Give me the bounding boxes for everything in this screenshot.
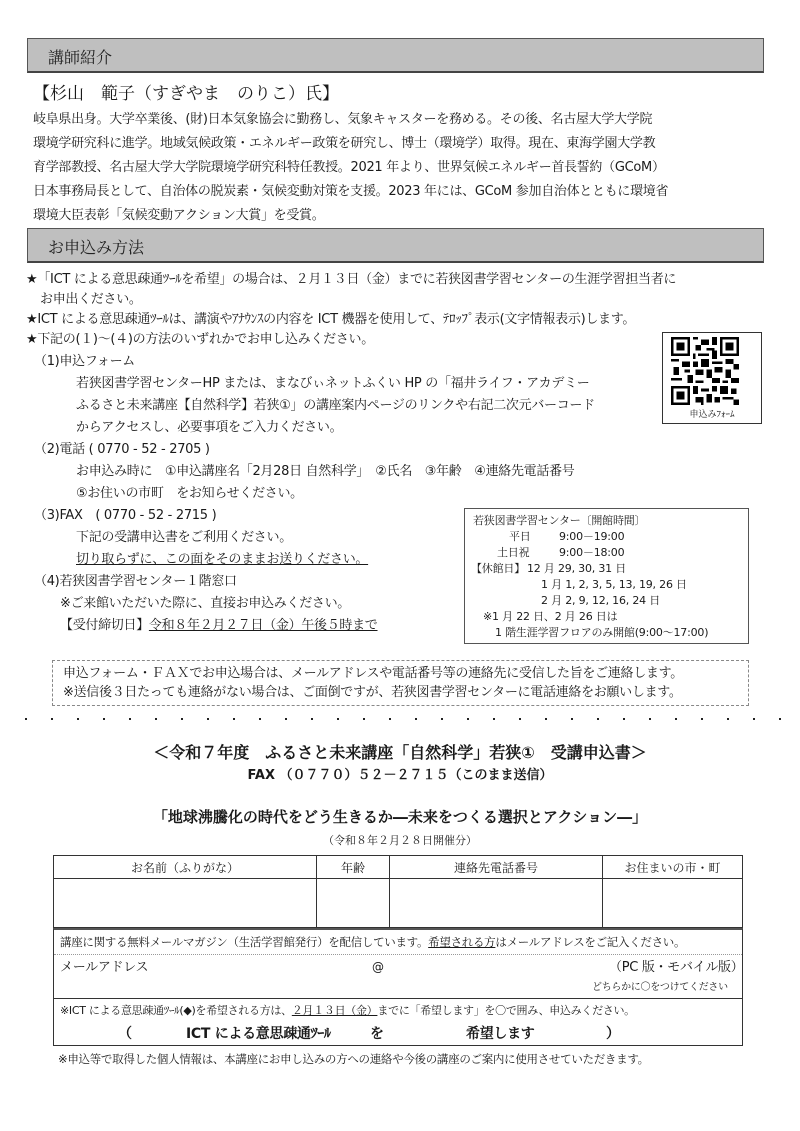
magazine-note-text: 講座に関する無料メールマガジン（生活学習館発行）を配信しています。 [60,935,429,949]
method-window-heading: （4)若狭図書学習センター１階窓口 [34,574,237,589]
email-at-sign: @ [372,960,384,974]
device-choice-hint: どちらかに〇をつけてください [592,982,728,993]
magazine-note [60,933,685,952]
form-fax-line: FAX （０７７０）５２－２７１５（このまま送信） [247,768,553,783]
bio-line: 日本事務局長として、自治体の脱炭素・気候変動対策を支援。2023 年には、GCoM 参加自治体とともに環境省 [33,184,669,199]
email-local-part-input[interactable] [164,958,364,978]
method-phone-line: ⑤お住いの市町 をお知らせください。 [76,486,303,501]
ict-note-text: までに「希望します」を〇で囲み、申込みください。 [377,1004,635,1017]
lecturer-name: 【杉山 範子（すぎやま のりこ）氏】 [33,84,339,104]
deadline [60,616,378,635]
device-choice[interactable]: （PC 版・モバイル版） [609,960,744,975]
hours-title: 若狭図書学習センター〔開館時間〕 [473,514,646,527]
note-ict-deadline: ★「ICT による意思疎通ﾂｰﾙを希望」の場合は、２月１３日（金）までに若狭図書学習センターの生涯学習担当者に [26,272,677,287]
qr-code-label: 申込みﾌｫｰﾑ [689,410,735,420]
form-title: ＜令和７年度 ふるさと未来講座「自然科学」若狭① 受講申込書＞ [153,743,647,762]
city-input-cell[interactable] [603,879,743,928]
method-form-line: ふるさと未来講座【自然科学】若狭①」の講座案内ページのリンクや右記二次元バーコード [76,398,595,413]
special-hours-note: 1 階生涯学習フロアのみ開館(9:00～17:00) [495,626,709,639]
column-header-city: お住まいの市・町 [603,856,743,879]
method-phone-line: お申込み時に ①申込講座名「2月28日 自然科学」 ②氏名 ③年齢 ④連絡先電話番号 [76,464,575,479]
column-header-name: お名前（ふりがな） [54,856,317,879]
magazine-divider [54,954,742,955]
method-fax-no-cut-note: 切り取らずに、この面をそのままお送りください。 [76,552,369,567]
note-ict-deadline-cont: お申出ください。 [40,292,142,307]
application-section-title: お申込み方法 [48,238,145,257]
ict-note-text: ※ICT による意思疎通ﾂｰﾙ(◆)を希望される方は、 [60,1004,292,1017]
hours-weekend-label: 土日祝 [497,546,530,559]
privacy-note: ※申込等で取得した個人情報は、本講座にお申し込みの方への連絡や今後の講座のご案内に使用させていただきます。 [58,1052,649,1066]
ict-paren-close: ） [606,1026,620,1042]
method-phone-heading: （2)電話 ( 0770 - 52 - 2705 ) [34,442,210,457]
qr-code-icon[interactable] [671,337,739,405]
closed-days-dec: 12 月 29, 30, 31 日 [527,562,627,575]
column-header-age: 年齢 [317,856,390,879]
magazine-note-text: はメールアドレスをご記入ください。 [495,935,686,949]
note-methods-intro: ★下記の(１)～(４)の方法のいずれかでお申し込みください。 [26,332,374,347]
confirmation-notice-line: 申込フォーム・ＦＡＸでお申込場合は、メールアドレスや電話番号等の連絡先に受信した旨をご連絡します。 [63,666,683,681]
lecturer-section-header [27,38,764,73]
method-form-line: からアクセスし、必要事項をご入力ください。 [76,420,343,435]
ict-note-date: ２月１３日（金） [291,1004,378,1017]
qr-code-box[interactable] [662,332,762,424]
ict-note [60,1001,635,1020]
cut-line [0,718,800,722]
closed-days-jan: 1 月 1, 2, 3, 5, 13, 19, 26 日 [541,578,687,591]
ict-tool-label: ICT による意思疎通ﾂｰﾙ [186,1026,331,1042]
ict-wo: を [370,1026,384,1042]
confirmation-notice-line: ※送信後３日たっても連絡がない場合は、ご面倒ですが、若狭図書学習センターに電話連絡をお願いします。 [63,685,682,700]
deadline-label: 【受付締切日】 [60,618,149,633]
hours-weekday-value: 9:00－19:00 [559,530,625,543]
email-and-ict-section [53,928,743,1046]
lecture-date-note: （令和８年２月２８日開催分） [323,834,477,847]
method-fax-heading: （3)FAX ( 0770 - 52 - 2715 ) [34,508,217,523]
email-domain-input[interactable] [389,958,589,978]
bio-line: 環境学研究科に進学。地域気候政策・エネルギー政策を研究し、博士（環境学）取得。現在、東海学園大学教 [33,136,656,151]
lecturer-section-title: 講師紹介 [48,48,113,67]
phone-input-cell[interactable] [390,879,603,928]
application-table [53,855,743,928]
deadline-value: 令和８年２月２７日（金）午後５時まで [148,618,378,633]
method-window-line: ※ご来館いただいた際に、直接お申込みください。 [60,596,350,611]
hours-weekend-value: 9:00－18:00 [559,546,625,559]
lecture-title: 「地球沸騰化の時代をどう生きるか―未来をつくる選択とアクション―」 [152,808,648,826]
closed-days-label: 【休館日】 [471,562,525,575]
hours-weekday-label: 平日 [509,530,531,543]
ict-divider [54,998,742,999]
special-hours-note: ※1 月 22 日、2 月 26 日は [483,610,618,623]
ict-wish-option[interactable]: 希望します [466,1026,535,1042]
bio-line: 育学部教授、名古屋大学大学院環境学研究科特任教授。2021 年より、世界気候エネルギー首長誓約（GCoM） [33,160,665,175]
age-input-cell[interactable] [317,879,390,928]
ict-paren-open: （ [118,1026,132,1042]
bio-line: 岐阜県出身。大学卒業後、(財)日本気象協会に勤務し、気象キャスターを務める。その後、名古屋大学大学院 [33,112,653,127]
method-fax-line: 下記の受講申込書をご利用ください。 [76,530,292,545]
magazine-note-underlined: 希望される方 [428,935,496,949]
email-label: メールアドレス [60,960,149,975]
bio-line: 環境大臣表彰「気候変動アクション大賞」を受賞。 [33,208,325,223]
opening-hours-box [464,508,749,644]
name-input-cell[interactable] [54,879,317,928]
note-ict-description: ★ICT による意思疎通ﾂｰﾙは、講演やｱﾅｳﾝｽの内容を ICT 機器を使用して、ﾃﾛｯﾌﾟ表示(文字情報表示)します。 [26,312,636,327]
closed-days-feb: 2 月 2, 9, 12, 16, 24 日 [541,594,661,607]
method-form-line: 若狭図書学習センターHP または、まなびぃネットふくい HP の「福井ライフ・アカデミー [76,376,590,391]
column-header-phone: 連絡先電話番号 [390,856,603,879]
confirmation-notice-box [52,660,749,706]
application-section-header [27,228,764,263]
method-form-heading: （1)申込フォーム [34,354,135,369]
